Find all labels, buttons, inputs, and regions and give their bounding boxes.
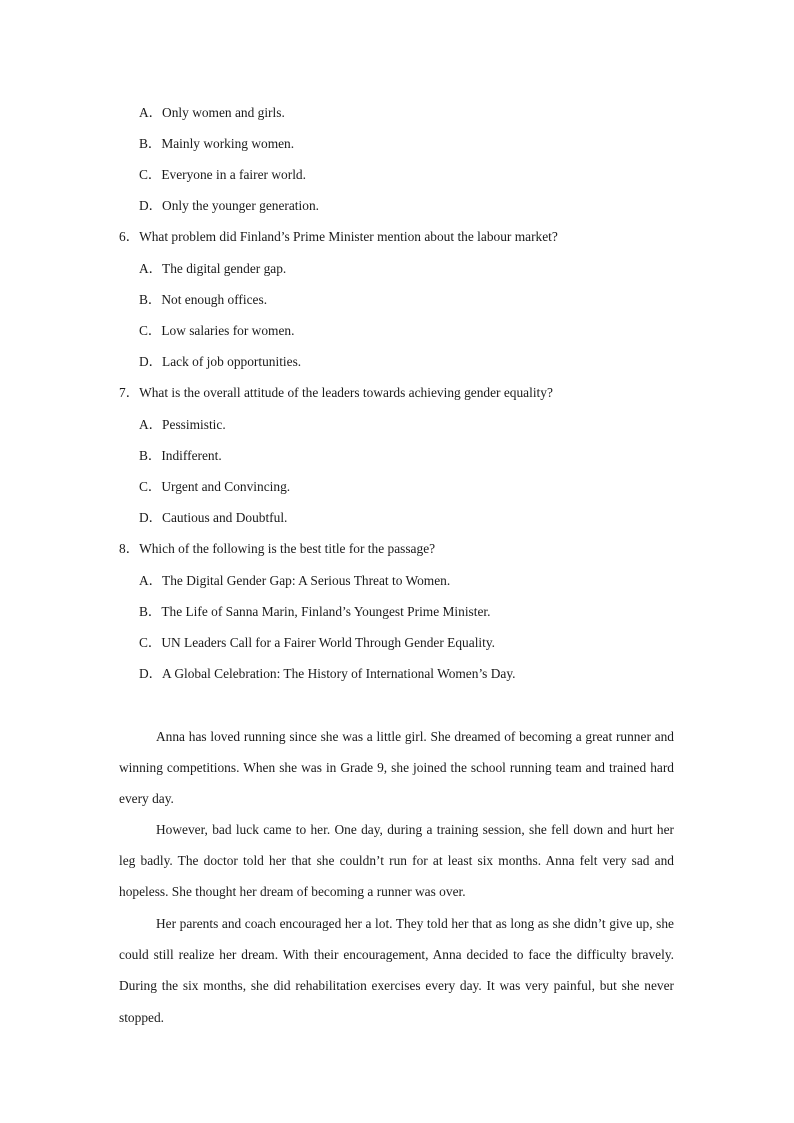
option-7d: D．Cautious and Doubtful. bbox=[139, 510, 288, 525]
question-7-stem: 7．What is the overall attitude of the leaders towards achieving gender equality? bbox=[119, 385, 553, 400]
option-6d: D．Lack of job opportunities. bbox=[139, 354, 302, 369]
option-6b: B．Not enough offices. bbox=[139, 292, 268, 307]
option-7c: C．Urgent and Convincing. bbox=[139, 479, 291, 494]
option-8b: B．The Life of Sanna Marin, Finland’s Youngest Prime Minister. bbox=[139, 604, 491, 619]
question-6-stem: 6．What problem did Finland’s Prime Minister mention about the labour market? bbox=[119, 229, 558, 244]
option-6c: C．Low salaries for women. bbox=[139, 323, 295, 338]
option-8a: A．The Digital Gender Gap: A Serious Threat to Women. bbox=[139, 573, 451, 588]
option-5c: C．Everyone in a fairer world. bbox=[139, 167, 306, 182]
option-5b: B．Mainly working women. bbox=[139, 136, 295, 151]
passage-paragraph-2: However, bad luck came to her. One day, during a training session, she fell down and hurt her leg badly. The doctor told her that she couldn’t run for at least six months. Anna felt very sad and hopeless. She thought her dream of becoming a runner was over. bbox=[119, 822, 674, 900]
option-5d: D．Only the younger generation. bbox=[139, 198, 319, 213]
passage-paragraph-3: Her parents and coach encouraged her a lot. They told her that as long as she didn’t give up, she could still realize her dream. With their encouragement, Anna decided to face the difficulty bravely. During the six months, she did rehabilitation exercises every day. It was very painful, but she never stopped. bbox=[119, 916, 674, 1025]
passage-paragraph-1: Anna has loved running since she was a little girl. She dreamed of becoming a great runner and winning competitions. When she was in Grade 9, she joined the school running team and trained hard every day. bbox=[119, 729, 674, 807]
question-8-stem: 8．Which of the following is the best title for the passage? bbox=[119, 541, 436, 556]
option-7a: A．Pessimistic. bbox=[139, 417, 226, 432]
option-6a: A．The digital gender gap. bbox=[139, 261, 287, 276]
option-7b: B．Indifferent. bbox=[139, 448, 222, 463]
option-8c: C．UN Leaders Call for a Fairer World Through Gender Equality. bbox=[139, 635, 496, 650]
option-5a: A．Only women and girls. bbox=[139, 105, 285, 120]
option-8d: D．A Global Celebration: The History of International Women’s Day. bbox=[139, 666, 516, 681]
